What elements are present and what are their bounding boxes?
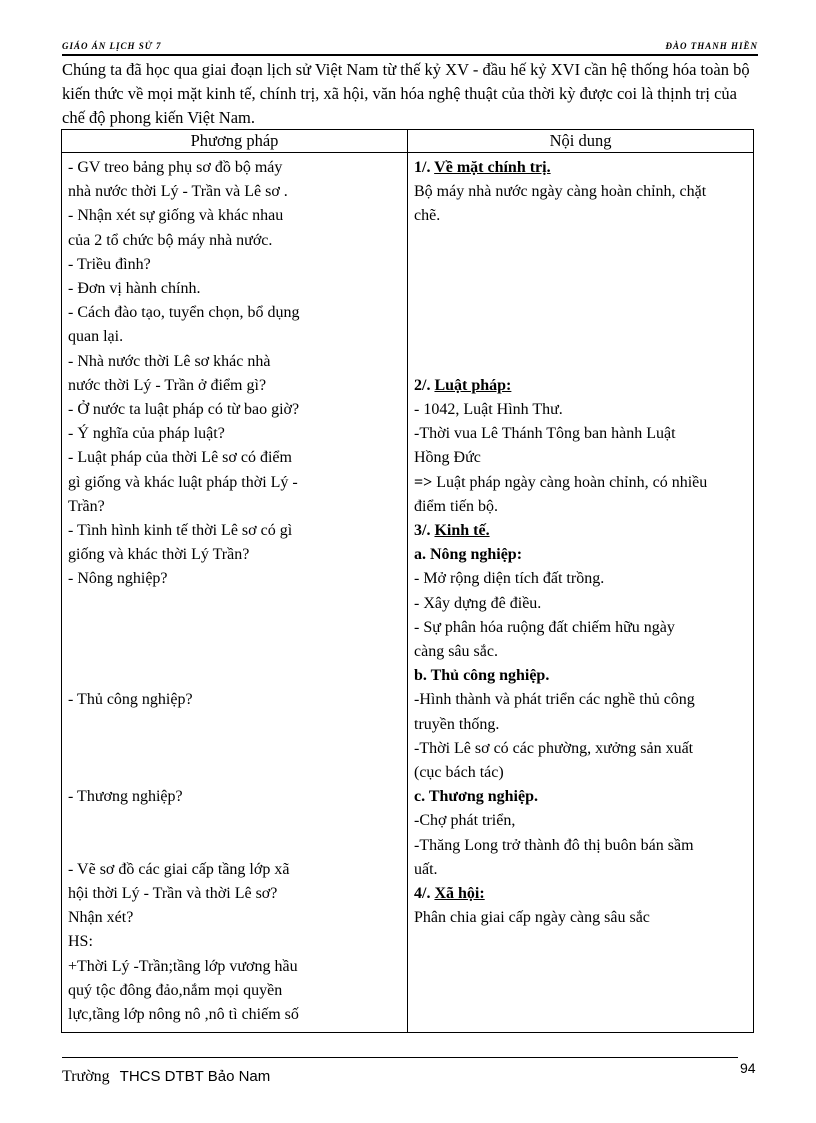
content-line: - 1042, Luật Hình Thư. xyxy=(414,401,563,418)
content-line: - Xây dựng đê điều. xyxy=(414,594,542,612)
content-line: càng sâu sắc. xyxy=(414,643,498,661)
method-line: HS: xyxy=(68,933,93,951)
content-line: chẽ. xyxy=(414,207,441,225)
content-line: - Mở rộng diện tích đất trồng. xyxy=(414,570,605,588)
method-line: - Vẽ sơ đồ các giai cấp tầng lớp xã xyxy=(68,860,290,878)
method-line: của 2 tổ chức bộ máy nhà nước. xyxy=(68,231,273,249)
method-line: - Nhà nước thời Lê sơ khác nhà xyxy=(68,352,271,370)
page-footer xyxy=(62,1068,270,1086)
method-line: Trần? xyxy=(68,497,105,515)
content-line: điểm tiến bộ. xyxy=(414,497,498,515)
content-line: -Thời vua Lê Thánh Tông ban hành Luật xyxy=(414,425,676,443)
method-line: - Nông nghiệp? xyxy=(68,570,168,588)
section-heading-society xyxy=(414,882,748,906)
school-name: THCS DTBT Bảo Nam xyxy=(119,1068,271,1085)
section-title: Xã hội: xyxy=(434,885,485,903)
method-line: - Cách đào tạo, tuyển chọn, bổ dụng xyxy=(68,304,300,322)
content-text: Luật pháp ngày càng hoàn chỉnh, có nhiều xyxy=(436,473,708,491)
section-number: 3/. xyxy=(414,522,435,540)
method-line: quan lại. xyxy=(68,328,124,346)
subsection-agriculture: a. Nông nghiệp: xyxy=(414,546,523,564)
content-line: Hồng Đức xyxy=(414,449,481,467)
section-title: Kinh tế. xyxy=(434,522,490,540)
section-heading-economy xyxy=(414,519,748,543)
method-line: nhà nước thời Lý - Trần và Lê sơ . xyxy=(68,183,288,201)
method-line: hội thời Lý - Trần và thời Lê sơ? xyxy=(68,885,278,903)
footer-rule xyxy=(62,1057,738,1058)
content-line xyxy=(414,471,748,495)
section-title: Luật pháp: xyxy=(434,376,512,394)
content-line: -Thời Lê sơ có các phường, xưởng sản xuất xyxy=(414,739,694,757)
method-line: quý tộc đông đảo,nắm mọi quyền xyxy=(68,981,283,999)
method-line: - Ý nghĩa của pháp luật? xyxy=(68,425,225,443)
section-number: 1/. xyxy=(414,159,435,176)
spacer xyxy=(68,809,402,857)
method-line: Nhận xét? xyxy=(68,909,134,927)
header-right: ĐÀO THANH HIỀN xyxy=(665,41,758,51)
subsection-handicraft: b. Thủ công nghiệp. xyxy=(414,667,550,685)
lesson-table xyxy=(61,129,754,1033)
method-line: nước thời Lý - Trần ở điểm gì? xyxy=(68,376,267,394)
method-line: - Nhận xét sự giống và khác nhau xyxy=(68,207,284,225)
method-line: - Luật pháp của thời Lê sơ có điểm xyxy=(68,449,292,467)
intro-paragraph: Chúng ta đã học qua giai đoạn lịch sử Việt Nam từ thế kỷ XV - đầu hế kỷ XVI cần hệ thống hóa toàn bộ kiến thức về mọi mặt kinh tế, chính trị, xã hội, văn hóa nghệ thuật của thời kỳ được coi là thịnh trị của chế độ phong kiến Việt Nam. xyxy=(62,60,750,127)
method-line: - GV treo bảng phụ sơ đồ bộ máy xyxy=(68,159,283,176)
page-number: 94 xyxy=(740,1060,756,1076)
content-line: -Chợ phát triển, xyxy=(414,812,516,830)
method-line: +Thời Lý -Trần;tầng lớp vương hầu xyxy=(68,957,298,975)
content-line: -Hình thành và phát triển các nghề thủ công xyxy=(414,691,695,709)
column-header-content: Nội dung xyxy=(408,130,754,153)
subsection-commerce: c. Thương nghiệp. xyxy=(414,788,538,806)
method-line: - Thủ công nghiệp? xyxy=(68,691,193,709)
content-line: -Thăng Long trở thành đô thị buôn bán sầm xyxy=(414,836,694,854)
content-line: truyền thống. xyxy=(414,715,500,733)
section-number: 2/. xyxy=(414,376,435,394)
section-title: Về mặt chính trị. xyxy=(434,159,551,176)
method-line: - Triều đình? xyxy=(68,255,151,273)
method-cell xyxy=(62,153,408,1033)
content-line: - Sự phân hóa ruộng đất chiếm hữu ngày xyxy=(414,618,675,636)
column-header-method: Phương pháp xyxy=(62,130,408,153)
content-line: Phân chia giai cấp ngày càng sâu sắc xyxy=(414,909,650,927)
spacer xyxy=(68,713,402,786)
footer-label: Trường xyxy=(62,1068,110,1085)
section-heading-politics xyxy=(414,156,748,180)
content-line: Bộ máy nhà nước ngày càng hoàn chỉnh, chặt xyxy=(414,183,707,201)
spacer xyxy=(414,229,748,374)
method-line: giống và khác thời Lý Trần? xyxy=(68,546,250,564)
section-heading-law xyxy=(414,374,748,398)
section-number: 4/. xyxy=(414,885,435,903)
method-line: - Ở nước ta luật pháp có từ bao giờ? xyxy=(68,401,300,419)
method-line: - Thương nghiệp? xyxy=(68,788,183,806)
header-left: GIÁO ÁN LỊCH SỬ 7 xyxy=(62,41,162,51)
method-line: - Tình hình kinh tế thời Lê sơ có gì xyxy=(68,522,293,540)
method-line: gì giống và khác luật pháp thời Lý - xyxy=(68,473,298,491)
method-line: lực,tầng lớp nông nô ,nô tì chiếm số xyxy=(68,1006,299,1024)
content-cell xyxy=(408,153,754,1033)
page-header xyxy=(62,40,758,56)
arrow-symbol: => xyxy=(414,473,437,491)
spacer xyxy=(68,592,402,689)
content-line: uất. xyxy=(414,860,438,878)
method-line: - Đơn vị hành chính. xyxy=(68,280,201,298)
content-line: (cục bách tác) xyxy=(414,764,504,782)
